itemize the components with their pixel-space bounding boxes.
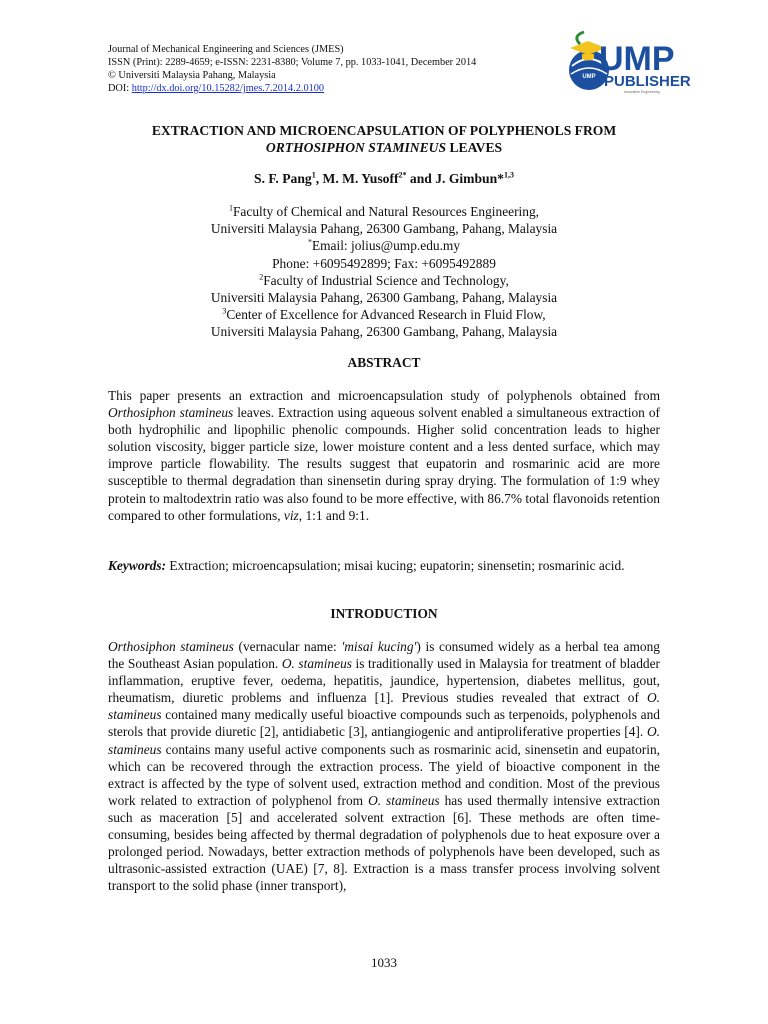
affiliation-line: $^1$Faculty of Chemical and Natural Resources Engineering, (228, 203, 540, 219)
corresponding-email: *Email: jolius@ump.edu.my (307, 237, 461, 254)
affiliation-line: Universiti Malaysia Pahang, 26300 Gambang, Pahang, Malaysia (210, 290, 558, 306)
author-1: S. F. Pang (254, 171, 312, 186)
journal-name: Journal of Mechanical Engineering and Sciences (JMES) (108, 44, 344, 55)
affiliations (108, 203, 660, 341)
keywords-label: Keywords: (108, 558, 167, 573)
title-line-2: ORTHOSIPHON STAMINEUS LEAVES (265, 140, 503, 155)
doi-label: DOI: (108, 83, 132, 94)
author-3: J. Gimbun* (435, 171, 504, 186)
journal-copyright: © Universiti Malaysia Pahang, Malaysia (108, 70, 276, 81)
journal-header (108, 43, 538, 95)
logo-ump-text: UMP (599, 40, 675, 78)
affiliation-line: $^3$Center of Excellence for Advanced Research in Fluid Flow, (222, 306, 546, 323)
abstract-heading: ABSTRACT (347, 355, 421, 370)
svg-text:UMP: UMP (582, 74, 596, 80)
logo-tagline: Innovative Engineering (624, 90, 660, 94)
page-number: 1033 (371, 955, 397, 970)
ump-publisher-logo (562, 28, 691, 98)
doi-link[interactable]: http://dx.doi.org/10.15282/jmes.7.2014.2.0100 (131, 83, 325, 94)
journal-issn: ISSN (Print): 2289-4659; e-ISSN: 2231-8380; Volume 7, pp. 1033-1041, December 2014 (108, 57, 477, 68)
paper-title (108, 122, 660, 156)
affiliation-line: Universiti Malaysia Pahang, 26300 Gambang, Pahang, Malaysia (210, 221, 558, 237)
logo-publisher-text: PUBLISHER (604, 73, 691, 90)
contact-phone-fax: Phone: +6095492899; Fax: +6095492889 (272, 255, 496, 271)
affiliation-line: $^2$Faculty of Industrial Science and Technology, (259, 272, 509, 288)
author-2: M. M. Yusoff (322, 171, 399, 186)
abstract-body: This paper presents an extraction and microencapsulation study of polyphenols obtained from Orthosiphon stamineus leaves. Extraction using aqueous solvent enabled a simultaneous extraction of both hydrophilic and lipophilic phenolic compounds. Higher solid concentration leads to higher solution viscosity, bigger particle size, lower moisture content and a less dented surface, which may improve particle flowability. The results suggest that eupatorin and rosmarinic acid are more susceptible to thermal degradation than sinensetin during spray drying. The formulation of 1:9 whey protein to maltodextrin ratio was also found to be more effective, with 86.7% total flavonoids retention compared to other formulations, viz, 1:1 and 9:1. (108, 388, 660, 523)
keywords: Keywords: Extraction; microencapsulation; misai kucing; eupatorin; sinensetin; rosmarinic acid. (108, 558, 625, 573)
affiliation-line: Universiti Malaysia Pahang, 26300 Gambang, Pahang, Malaysia (210, 324, 558, 340)
journal-doi (108, 82, 538, 95)
author-list: S. F. Pang$^1$, M. M. Yusoff$^{2*}$ and J. Gimbun*$^{1,3}$ (254, 170, 514, 186)
title-line-1: EXTRACTION AND MICROENCAPSULATION OF POLYPHENOLS FROM (151, 123, 617, 138)
introduction-heading: INTRODUCTION (330, 606, 438, 621)
introduction-body: Orthosiphon stamineus (vernacular name: 'misai kucing') is consumed widely as a herbal tea among the Southeast Asian population. O. stamineus is traditionally used in Malaysia for treatment of bladder inflammation, eruptive fever, oedema, hepatitis, jaundice, hypertension, diabetes mellitus, gout, rheumatism, diuretic problems and influenza [1]. Previous studies revealed that extract of O. stamineus contained many medically useful bioactive compounds such as terpenoids, polyphenols and sterols that provide diuretic [2], antidiabetic [3], antiangiogenic and antiproliferative properties [4]. O. stamineus contains many useful active components such as rosmarinic acid, sinensetin and eupatorin, which can be recovered through the extraction process. The yield of bioactive component in the extract is affected by the type of solvent used, extraction method and condition. Most of the previous work related to extraction of polyphenol from O. stamineus has used thermally intensive extraction such as maceration [5] and accelerated solvent extraction [6]. These methods are often time-consuming, besides being affected by thermal degradation of polyphenols due to heat exposure over a prolonged period. Nowadays, better extraction methods of polyphenols have been developed, such as ultrasonic-assisted extraction (UAE) [7, 8]. Extraction is a mass transfer process involving solvent transport to the solid phase (inner transport), (108, 639, 660, 894)
